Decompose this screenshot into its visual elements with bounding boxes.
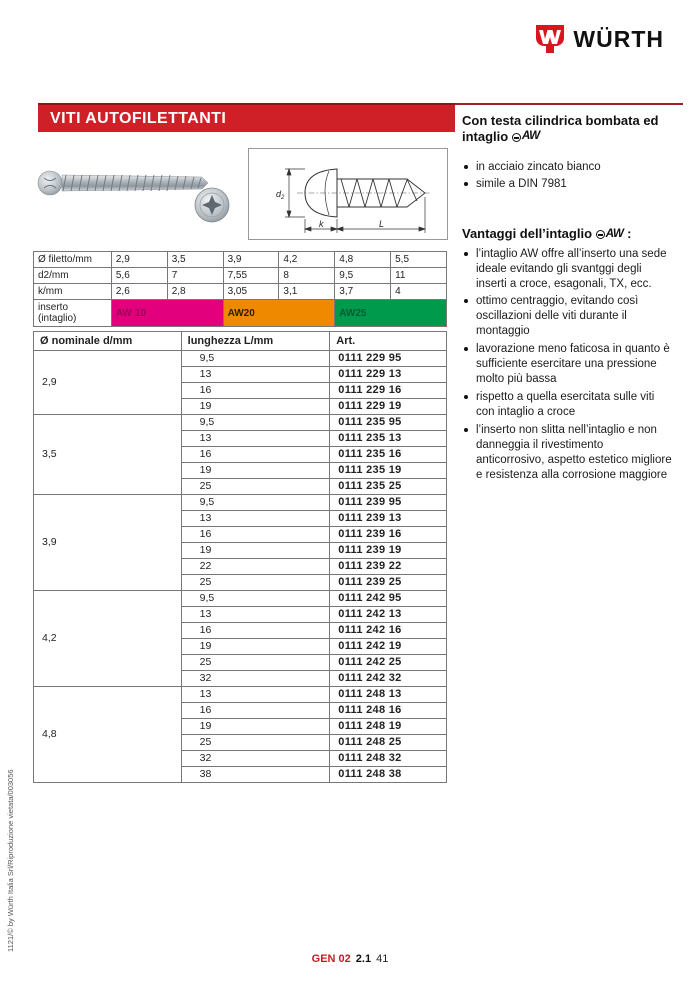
article-number-cell: 0111 248 32: [330, 751, 447, 767]
article-number-cell: 0111 229 19: [330, 399, 447, 415]
dim-label-d2: $d_2$: [276, 189, 285, 201]
product-features-list: [462, 160, 674, 193]
page-title: VITI AUTOFILETTANTI: [50, 109, 227, 127]
length-cell: 13: [181, 431, 330, 447]
length-cell: 13: [181, 687, 330, 703]
article-number-cell: 0111 235 25: [330, 479, 447, 495]
spec-value: 4: [391, 284, 447, 300]
wuerth-logo: [535, 24, 664, 54]
spec-value: 7: [167, 268, 223, 284]
spec-value: 9,5: [335, 268, 391, 284]
diameter-cell: 4,2: [34, 591, 182, 687]
advantage-item: lavorazione meno faticosa in quanto è sufficiente esercitare una pressione molto più bassa: [462, 342, 674, 387]
length-cell: 38: [181, 767, 330, 783]
length-cell: 16: [181, 703, 330, 719]
length-cell: 9,5: [181, 591, 330, 607]
article-number-cell: 0111 239 95: [330, 495, 447, 511]
spec-row-label: d2/mm: [34, 268, 112, 284]
advantages-heading: Vantaggi dell’intaglio AW :: [462, 226, 632, 242]
spec-value: 3,1: [279, 284, 335, 300]
article-number-cell: 0111 242 95: [330, 591, 447, 607]
article-number-cell: 0111 248 13: [330, 687, 447, 703]
spec-value: 3,5: [167, 252, 223, 268]
wuerth-logo-text: WÜRTH: [573, 25, 664, 52]
advantages-list: [462, 247, 674, 483]
article-number-cell: 0111 239 16: [330, 527, 447, 543]
screw-photo: [36, 148, 241, 243]
spec-value: 2,9: [111, 252, 167, 268]
col-header-art: Art.: [330, 332, 447, 351]
article-number-cell: 0111 248 16: [330, 703, 447, 719]
article-number-cell: 0111 239 22: [330, 559, 447, 575]
product-feature: in acciaio zincato bianco: [462, 160, 674, 175]
spec-row-label: Ø filetto/mm: [34, 252, 112, 268]
wuerth-logo-icon: [535, 24, 565, 54]
length-cell: 25: [181, 655, 330, 671]
length-cell: 9,5: [181, 415, 330, 431]
col-header-diameter: Ø nominale d/mm: [34, 332, 182, 351]
header-rule: [455, 103, 683, 105]
page-footer: [0, 953, 700, 965]
diameter-cell: 2,9: [34, 351, 182, 415]
table-row: [34, 351, 447, 367]
length-cell: 13: [181, 511, 330, 527]
spec-value: 5,6: [111, 268, 167, 284]
article-number-cell: 0111 239 25: [330, 575, 447, 591]
length-cell: 25: [181, 479, 330, 495]
article-number-cell: 0111 242 13: [330, 607, 447, 623]
article-number-cell: 0111 229 13: [330, 367, 447, 383]
article-number-cell: 0111 242 19: [330, 639, 447, 655]
footer-section: GEN 02: [311, 953, 351, 965]
length-cell: 13: [181, 607, 330, 623]
article-number-cell: 0111 235 16: [330, 447, 447, 463]
spec-value: 11: [391, 268, 447, 284]
diameter-cell: 3,9: [34, 495, 182, 591]
article-number-cell: 0111 239 13: [330, 511, 447, 527]
length-cell: 19: [181, 639, 330, 655]
article-number-cell: 0111 248 38: [330, 767, 447, 783]
article-number-cell: 0111 235 95: [330, 415, 447, 431]
table-row: [34, 687, 447, 703]
length-cell: 22: [181, 559, 330, 575]
article-table: [33, 331, 447, 783]
length-cell: 16: [181, 527, 330, 543]
spec-row-label: inserto (intaglio): [34, 300, 112, 327]
length-cell: 19: [181, 463, 330, 479]
length-cell: 9,5: [181, 351, 330, 367]
aw-recess-icon: AW: [512, 129, 540, 144]
advantage-item: l’intaglio AW offre all’inserto una sede ideale evitando gli svantggi degli inserti a croce, esagonali, TX, ecc.: [462, 247, 674, 292]
length-cell: 19: [181, 399, 330, 415]
technical-drawing-box: [248, 148, 448, 240]
length-cell: 19: [181, 543, 330, 559]
length-cell: 9,5: [181, 495, 330, 511]
aw-recess-icon: AW: [596, 227, 624, 242]
spec-value: 4,2: [279, 252, 335, 268]
article-number-cell: 0111 242 25: [330, 655, 447, 671]
spec-value: 2,6: [111, 284, 167, 300]
inserto-cell: AW 10: [111, 300, 223, 327]
length-cell: 16: [181, 447, 330, 463]
spec-value: 3,7: [335, 284, 391, 300]
length-cell: 19: [181, 719, 330, 735]
table-row: [34, 415, 447, 431]
spec-value: 3,9: [223, 252, 279, 268]
spec-row-label: k/mm: [34, 284, 112, 300]
col-header-length: lunghezza L/mm: [181, 332, 330, 351]
length-cell: 25: [181, 575, 330, 591]
spec-value: 8: [279, 268, 335, 284]
article-number-cell: 0111 248 25: [330, 735, 447, 751]
diameter-cell: 4,8: [34, 687, 182, 783]
diameter-cell: 3,5: [34, 415, 182, 495]
length-cell: 25: [181, 735, 330, 751]
advantage-item: rispetto a quella esercitata sulle viti con intaglio a croce: [462, 390, 674, 420]
article-number-cell: 0111 235 19: [330, 463, 447, 479]
spec-value: 3,05: [223, 284, 279, 300]
spec-value: 7,55: [223, 268, 279, 284]
article-number-cell: 0111 242 16: [330, 623, 447, 639]
spec-value: 5,5: [391, 252, 447, 268]
dim-label-k: k: [319, 219, 324, 229]
spec-value: 4,8: [335, 252, 391, 268]
article-number-cell: 0111 229 16: [330, 383, 447, 399]
length-cell: 13: [181, 367, 330, 383]
dim-label-L: L: [379, 219, 385, 229]
length-cell: 32: [181, 751, 330, 767]
product-heading: Con testa cilindrica bombata ed intaglio AW: [462, 113, 659, 145]
section-banner: [38, 103, 455, 132]
spec-table: [33, 251, 447, 327]
inserto-cell: AW20: [223, 300, 335, 327]
length-cell: 16: [181, 623, 330, 639]
article-number-cell: 0111 239 19: [330, 543, 447, 559]
article-number-cell: 0111 235 13: [330, 431, 447, 447]
length-cell: 32: [181, 671, 330, 687]
technical-drawing: [249, 149, 447, 239]
footer-chapter: 2.1: [355, 953, 372, 965]
footer-page-number: 41: [376, 953, 389, 965]
product-feature: simile a DIN 7981: [462, 177, 674, 192]
length-cell: 16: [181, 383, 330, 399]
article-number-cell: 0111 248 19: [330, 719, 447, 735]
table-row: [34, 591, 447, 607]
inserto-cell: AW25: [335, 300, 447, 327]
spec-value: 2,8: [167, 284, 223, 300]
article-number-cell: 0111 229 95: [330, 351, 447, 367]
advantage-item: l’inserto non slitta nell’intaglio e non danneggia il rivestimento anticorrosivo, aspetto estetico migliore e resistenza alla corrosione maggiore: [462, 423, 674, 483]
advantage-item: ottimo centraggio, evitando così oscillazioni delle viti durante il montaggio: [462, 294, 674, 339]
table-row: [34, 495, 447, 511]
article-number-cell: 0111 242 32: [330, 671, 447, 687]
right-column: [462, 113, 674, 486]
copyright-note: 1121/© by Würth Italia Srl/Riproduzione vietata/003056: [6, 769, 15, 952]
